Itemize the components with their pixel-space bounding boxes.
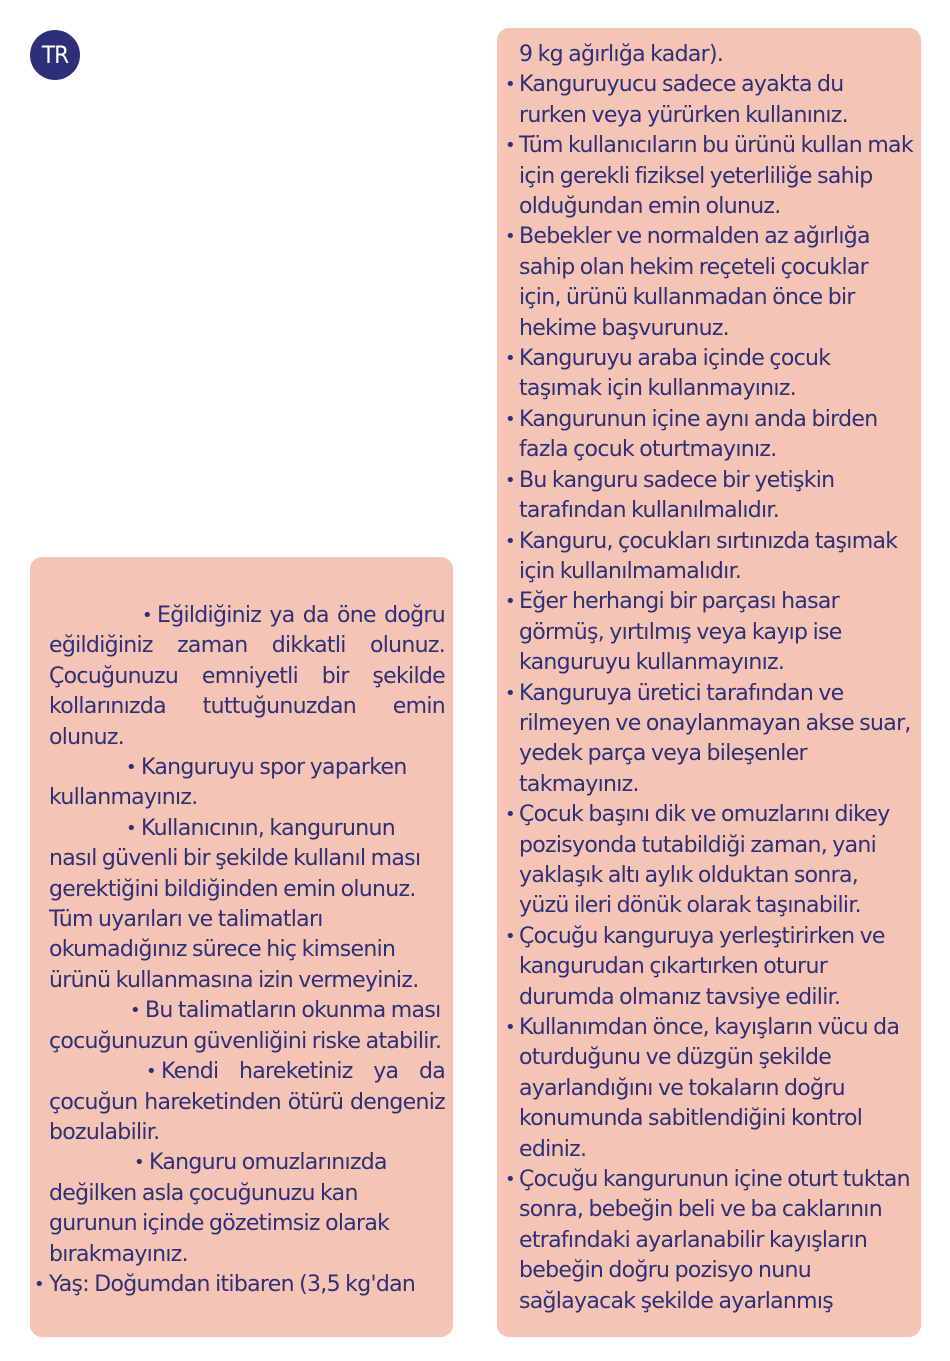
continuation-text: 9 kg ağırlığa kadar). (519, 42, 724, 67)
list-item (505, 587, 913, 678)
list-item (505, 466, 913, 527)
list-item (505, 344, 913, 405)
list-item-text: Bu talimatların okunma ması çocuğunuzun güvenliğini riske atabilir. (49, 998, 442, 1054)
list-item-text: Kullanımdan önce, kayışların vücu da oturduğunu ve düzgün şekilde ayarlandığını ve tokaların doğru konumunda sabitlendiğini kontrol ediniz. (519, 1015, 900, 1162)
warnings-list-left (34, 601, 445, 1300)
warnings-box-left (30, 557, 453, 1337)
list-item-text: Yaş: Doğumdan itibaren (3,5 kg'dan (49, 1271, 416, 1297)
language-badge: TR (30, 30, 80, 80)
list-item (505, 405, 913, 466)
list-item-text: Eğer herhangi bir parçası hasar görmüş, yırtılmış veya kayıp ise kanguruyu kullanmayınız. (519, 589, 842, 676)
list-item-text: Çocuk başını dik ve omuzlarını dikey pozisyonda tutabildiği zaman, yani yaklaşık altı aylık olduktan sonra, yüzü ileri dönük olarak taşınabilir. (519, 802, 890, 919)
list-item (34, 996, 445, 1057)
list-item-text: Eğildiğiniz ya da öne doğru eğildiğiniz zaman dikkatli olunuz. Çocuğunuzu emniyetli bir şekilde kollarınızda tuttuğunuzdan emin olunuz. (49, 603, 445, 750)
list-item (34, 601, 445, 753)
list-item-text: Bu kanguru sadece bir yetişkin tarafından kullanılmalıdır. (519, 467, 835, 524)
warnings-list-right (505, 70, 913, 1317)
list-item-text: Kangurunun içine aynı anda birden fazla çocuk oturtmayınız. (519, 406, 878, 463)
list-item-text: Kanguru, çocukları sırtınızda taşımak için kullanılmamalıdır. (519, 528, 898, 584)
list-item-text: Kanguruyucu sadece ayakta du rurken veya yürürken kullanınız. (519, 72, 848, 128)
list-item (34, 1057, 445, 1148)
list-item-text: Kendi hareketiniz ya da çocuğun hareketinden ötürü dengeniz bozulabilir. (49, 1059, 445, 1145)
list-item-text: Kanguruya üretici tarafından ve rilmeyen ve onaylanmayan akse suar, yedek parça veya bileşenler takmayınız. (519, 680, 911, 797)
list-item-text: Kullanıcının, kangurunun nasıl güvenli bir şekilde kullanıl ması gerektiğini bildiğinden emin olunuz. Tüm uyarıları ve talimatları okumadığınız sürece hiç kimsenin ürünü kullanmasına izin vermeyiniz. (49, 815, 421, 993)
list-item-text: Tüm kullanıcıların bu ürünü kullan mak için gerekli fiziksel yeterliliğe sahip olduğundan emin olunuz. (519, 133, 913, 220)
list-item-text: Çocuğu kangurunun içine oturt tuktan sonra, bebeğin beli ve ba caklarının etrafındaki ayarlanabilir kayışların bebeğin doğru pozisyo nunu sağlayacak şekilde ayarlanmış (519, 1167, 910, 1314)
list-item-text: Kanguruyu araba içinde çocuk taşımak için kullanmayınız. (519, 346, 831, 402)
list-item (505, 679, 913, 801)
list-item (34, 753, 445, 814)
list-item-text: Çocuğu kanguruya yerleştirirken ve kangurudan çıkartırken oturur durumda olmanız tavsiye edilir. (519, 923, 885, 1010)
list-item (505, 131, 913, 222)
list-item-text: Bebekler ve normalden az ağırlığa sahip olan hekim reçeteli çocuklar için, ürünü kullanmadan önce bir hekime başvurunuz. (519, 224, 870, 341)
list-item (34, 1148, 445, 1270)
list-item (505, 922, 913, 1013)
list-item (505, 1013, 913, 1165)
list-item (505, 222, 913, 344)
list-item-text: Kanguru omuzlarınızda değilken asla çocuğunuzu kan gurunun içinde gözetimsiz olarak bırakmayınız. (49, 1150, 390, 1267)
list-item (505, 527, 913, 588)
list-item (505, 70, 913, 131)
list-item (34, 1270, 445, 1300)
list-item-text: Kanguruyu spor yaparken kullanmayınız. (49, 755, 407, 811)
list-item (505, 800, 913, 922)
warnings-box-right (497, 28, 921, 1337)
list-item (505, 1165, 913, 1317)
list-item (34, 814, 445, 996)
